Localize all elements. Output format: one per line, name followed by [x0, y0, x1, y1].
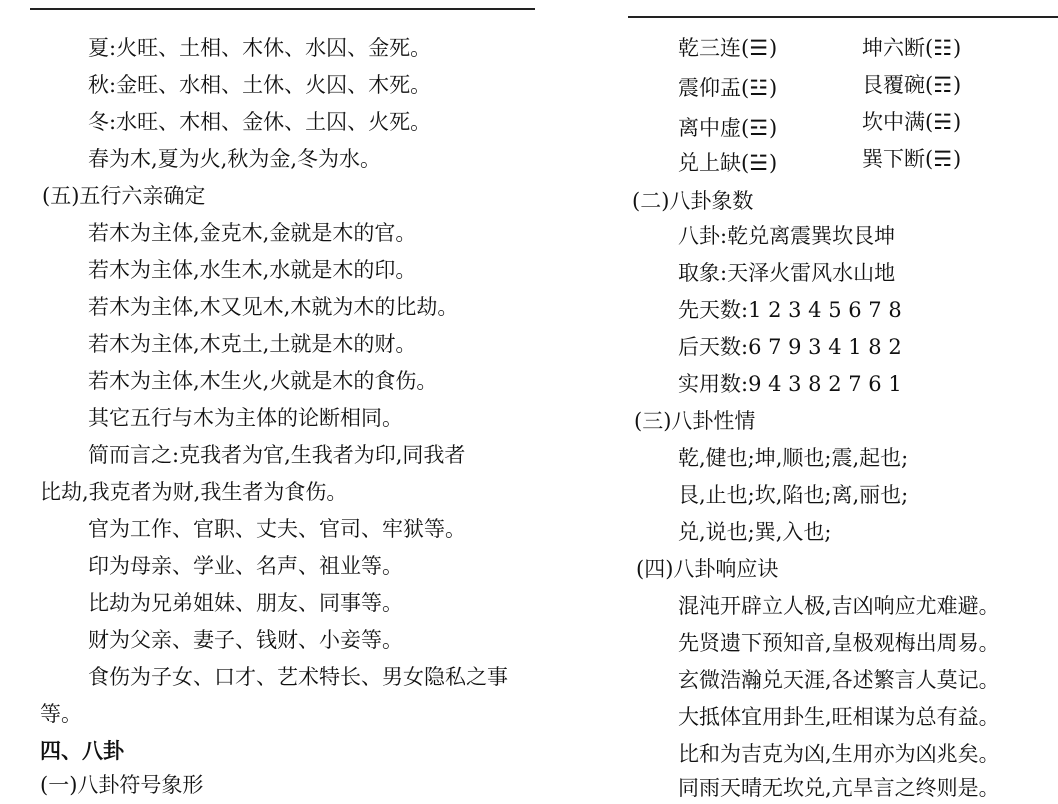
left-text-line: 若木为主体,木生火,火就是木的食伤。 — [88, 369, 438, 393]
trigram-entry — [862, 147, 961, 171]
trigram-symbol-icon: ☴ — [933, 147, 954, 171]
left-text-line: 四、八卦 — [40, 738, 124, 763]
trigram-symbol-icon: ☵ — [933, 110, 954, 134]
left-text-line: 夏:火旺、土相、木休、水囚、金死。 — [88, 36, 432, 60]
right-text-line: 乾,健也;坤,顺也;震,起也; — [678, 446, 909, 470]
trigram-close-paren: ) — [769, 151, 778, 175]
trigram-entry — [678, 36, 777, 60]
trigram-name: 兑上缺( — [678, 151, 750, 175]
trigram-close-paren: ) — [769, 36, 778, 60]
right-text-line: (二)八卦象数 — [632, 189, 754, 213]
left-text-line: 等。 — [40, 702, 82, 726]
trigram-entry — [862, 73, 961, 97]
trigram-close-paren: ) — [953, 36, 962, 60]
trigram-close-paren: ) — [953, 73, 962, 97]
trigram-symbol-icon: ☰ — [749, 36, 770, 60]
trigram-name: 艮覆碗( — [862, 73, 934, 97]
left-text-line: 其它五行与木为主体的论断相同。 — [88, 406, 403, 430]
left-text-line: 若木为主体,木又见木,木就为木的比劫。 — [88, 295, 459, 319]
right-text-line: 先贤遗下预知音,皇极观梅出周易。 — [678, 631, 1000, 655]
right-text-line: 大抵体宜用卦生,旺相谋为总有益。 — [678, 705, 1000, 729]
right-text-line: 兑,说也;巽,入也; — [678, 520, 832, 544]
left-text-line: 若木为主体,金克木,金就是木的官。 — [88, 221, 417, 245]
left-text-line: 简而言之:克我者为官,生我者为印,同我者 — [88, 443, 466, 467]
left-text-line: (五)五行六亲确定 — [42, 184, 206, 208]
trigram-close-paren: ) — [769, 76, 778, 100]
trigram-entry — [678, 151, 777, 175]
trigram-entry — [678, 76, 777, 100]
trigram-name: 乾三连( — [678, 36, 750, 60]
trigram-entry — [862, 36, 961, 60]
left-text-line: 比劫为兄弟姐妹、朋友、同事等。 — [88, 591, 403, 615]
top-rule-left — [30, 8, 535, 10]
left-text-line: 冬:水旺、木相、金休、土囚、火死。 — [88, 110, 432, 134]
trigram-name: 巽下断( — [862, 147, 934, 171]
top-rule-right — [628, 16, 1058, 18]
right-text-line: 先天数:1 2 3 4 5 6 7 8 — [678, 298, 902, 322]
right-text-line: 八卦:乾兑离震巽坎艮坤 — [678, 224, 896, 248]
right-text-line: 艮,止也;坎,陷也;离,丽也; — [678, 483, 909, 507]
trigram-symbol-icon: ☶ — [933, 73, 954, 97]
left-text-line: 若木为主体,木克土,土就是木的财。 — [88, 332, 417, 356]
right-text-line: 同雨天晴无坎兑,亢旱言之终则是。 — [678, 776, 1000, 800]
trigram-close-paren: ) — [953, 147, 962, 171]
left-text-line: 财为父亲、妻子、钱财、小妾等。 — [88, 628, 403, 652]
trigram-symbol-icon: ☲ — [749, 116, 770, 140]
trigram-name: 坎中满( — [862, 110, 934, 134]
right-text-line: 混沌开辟立人极,吉凶响应尤难避。 — [678, 594, 1000, 618]
trigram-close-paren: ) — [769, 116, 778, 140]
right-text-line: (三)八卦性情 — [634, 409, 756, 433]
trigram-name: 离中虚( — [678, 116, 750, 140]
trigram-symbol-icon: ☷ — [933, 36, 954, 60]
left-text-line: 秋:金旺、水相、土休、火囚、木死。 — [88, 73, 432, 97]
right-text-line: 实用数:9 4 3 8 2 7 6 1 — [678, 372, 902, 396]
right-text-line: 后天数:6 7 9 3 4 1 8 2 — [678, 335, 902, 359]
left-text-line: 比劫,我克者为财,我生者为食伤。 — [40, 480, 348, 504]
right-text-line: (四)八卦响应诀 — [636, 557, 779, 581]
trigram-symbol-icon: ☳ — [749, 76, 770, 100]
right-text-line: 玄微浩瀚兑天涯,各述繁言人莫记。 — [678, 668, 1000, 692]
left-text-line: 春为木,夏为火,秋为金,冬为水。 — [88, 147, 382, 171]
trigram-symbol-icon: ☱ — [749, 151, 770, 175]
left-text-line: (一)八卦符号象形 — [40, 773, 204, 797]
trigram-entry — [678, 116, 777, 140]
right-text-line: 比和为吉克为凶,生用亦为凶兆矣。 — [678, 742, 1000, 766]
trigram-close-paren: ) — [953, 110, 962, 134]
trigram-name: 坤六断( — [862, 36, 934, 60]
right-text-line: 取象:天泽火雷风水山地 — [678, 261, 896, 285]
left-text-line: 官为工作、官职、丈夫、官司、牢狱等。 — [88, 517, 466, 541]
left-text-line: 若木为主体,水生木,水就是木的印。 — [88, 258, 417, 282]
left-text-line: 食伤为子女、口才、艺术特长、男女隐私之事 — [88, 665, 508, 689]
trigram-name: 震仰盂( — [678, 76, 750, 100]
left-text-line: 印为母亲、学业、名声、祖业等。 — [88, 554, 403, 578]
trigram-entry — [862, 110, 961, 134]
